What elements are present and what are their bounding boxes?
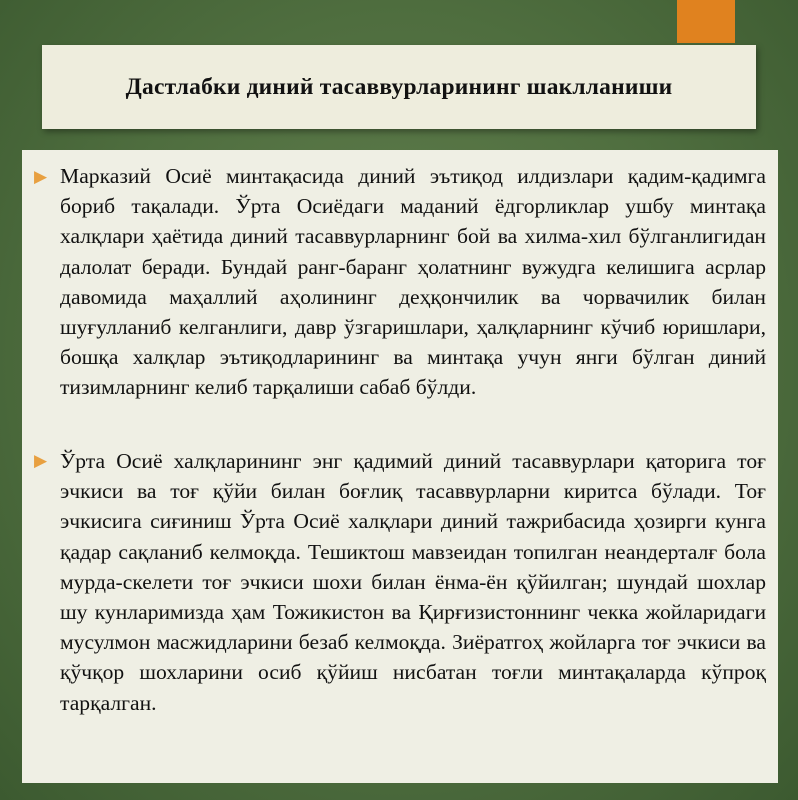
triangle-right-icon: ▶ — [34, 167, 48, 186]
triangle-right-icon: ▶ — [34, 451, 48, 470]
title-box — [42, 45, 756, 129]
paragraph-2: Ўрта Осиё халқларининг энг қадимий диний тасаввурлари қаторига тоғ эчкиси ва тоғ қўйи билан боғлиқ тасаввурларни киритса бўлади. Тоғ эчкисига сиғиниш Ўрта Осиё халқлари диний тажрибасида ҳозирги кунга қадар сақланиб келмоқда. Тешиктош мавзеидан топилган неандерталғ бола мурда-скелети тоғ эчкиси шохи билан ёнма-ён қўйилган; шундай шохлар шу кунларимизда ҳам Тожикистон ва Қирғизистоннинг чекка жойларидаги мусулмон масжидларини безаб келмоқда. Зиёратгоҳ жойларга тоғ эчкиси ва қўчқор шохларини осиб қўйиш нисбатан тоғли минтақаларда кўпроқ тарқалган. — [60, 449, 766, 715]
paragraph-1: Марказий Осиё минтақасида диний эътиқод илдизлари қадим-қадимга бориб тақалади. Ўрта Осиёдаги маданий ёдгорликлар ушбу минтақа халқлари ҳаётида диний тасаввурларнинг бой ва хилма-хил бўлганлигидан далолат беради. Бундай ранг-баранг ҳолатнинг вужудга келишига асрлар давомида маҳаллий аҳолининг деҳқончилик ва чорвачилик билан шуғулланиб келганлиги, давр ўзгаришлари, ҳалқларнинг кўчиб юришлари, бошқа халқлар эътиқодларининг ва минтақа учун янги бўлган диний тизимларнинг келиб тарқалиши сабаб бўлди. — [60, 164, 766, 400]
accent-tab — [677, 0, 735, 43]
page-title: Дастлабки диний тасаввурларининг шаклланиши — [125, 73, 673, 100]
